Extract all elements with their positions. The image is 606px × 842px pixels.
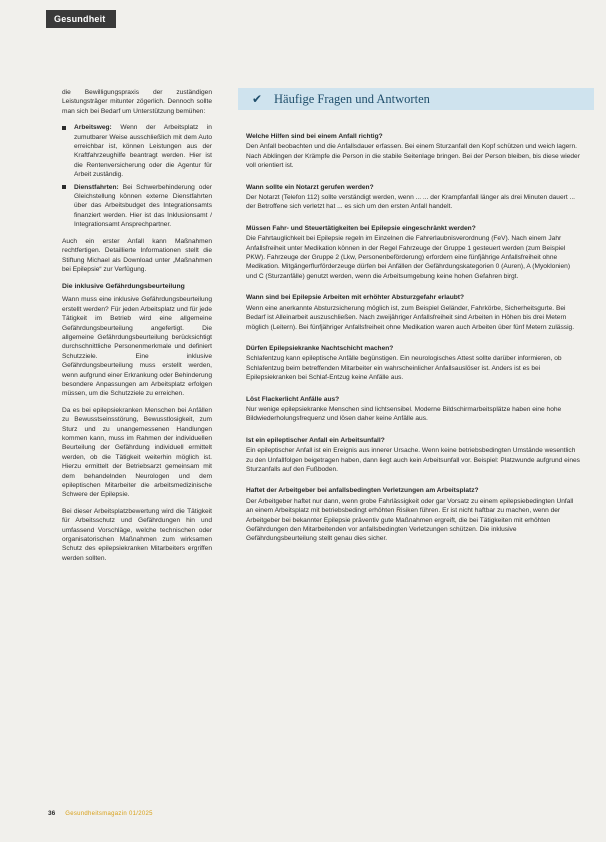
faq-question: Dürfen Epilepsiekranke Nachtschicht machen? bbox=[246, 344, 394, 352]
faq-answer: Die Fahrtauglichkeit bei Epilepsie regeln im Einzelnen die Fahrerlaubnisverordnung (FeV). Nach einem Jahr Anfallsfreiheit unter Medikation können in der Regel Fahrzeuge der Gruppe 1 gesteuert werden (zum Beispiel PKW). Fahrzeuge der Gruppe 2 (Lkw, Personenbeförderung) erfordern eine fünfjährige Anfallsfreiheit ohne Medikation. Mitgängerflurförderzeuge dürfen bei Anfällen der Gefährdungskategorien 0 (Auren), A (Myoklonien) und C (Sturzanfälle) genutzt werden, wenn die Arbeitsumgebung keine hohen Gefahren birgt. bbox=[246, 235, 571, 280]
paragraph-download: Auch ein erster Anfall kann Maßnahmen rechtfertigen. Detaillierte Informationen stellt die Stiftung Michael als Download unter „Maßnahmen bei Epilepsie“ zur Verfügung. bbox=[62, 237, 212, 273]
faq-answer: Wenn eine anerkannte Absturzsicherung möglich ist, zum Beispiel Geländer, Fahrkörbe, Sicherheitsgurte. Bei Bedarf ist Alleinarbeit auszuschließen. Nach zweijähriger Anfallsfreiheit sind Arbeiten in Höhen bis drei Metern möglich (Leitern). Bei fünfjähriger Anfallsfreiheit ohne Medikation waren auch Arbeiten über fünf Metern zulässig. bbox=[246, 304, 575, 331]
bullet-icon bbox=[62, 126, 66, 130]
faq-list bbox=[246, 132, 582, 556]
list-item bbox=[62, 183, 212, 230]
faq-question: Wann sind bei Epilepsie Arbeiten mit erhöhter Absturzgefahr erlaubt? bbox=[246, 294, 464, 302]
faq-question: Haftet der Arbeitgeber bei anfallsbedingten Verletzungen am Arbeitsplatz? bbox=[246, 487, 479, 495]
left-column bbox=[62, 88, 212, 570]
faq-item bbox=[246, 224, 582, 281]
intro-paragraph: die Bewilligungspraxis der zuständigen Leistungsträger mitunter zögerlich. Dennoch sollte man sich bei Bedarf um Unterstützung bemühen: bbox=[62, 89, 212, 115]
faq-question: Löst Flackerlicht Anfälle aus? bbox=[246, 395, 340, 403]
faq-item bbox=[246, 293, 582, 332]
bullet-icon bbox=[62, 185, 66, 189]
faq-item bbox=[246, 183, 582, 212]
faq-answer: Schlafentzug kann epileptische Anfälle begünstigen. Ein neurologisches Attest sollte darüber informieren, ob Schlafentzug beim betreffenden Mitarbeiter ein wahrscheinlicher Anfallsauslöser ist. Anders ist es bei Epilepsiekranken bei Schlaf-Entzug keine Anfälle aus. bbox=[246, 355, 562, 382]
faq-answer: Den Anfall beobachten und die Anfallsdauer erfassen. Bei einem Sturzanfall den Kopf schützen und weich lagern. Nach Abklingen der Krämpfe die Person in die stabile Seitenlage bringen. Bei der Person bleiben, bis diese wieder voll orientiert ist. bbox=[246, 143, 580, 170]
list-text: Bei Schwerbehinderung oder Gleichstellung können externe Dienstfahrten über das Arbeitsbudget des Integrationsamts finanziert werden. Hier ist das Inklusionsamt / Integrationsamt Ansprechpartner. bbox=[74, 183, 212, 229]
faq-question: Welche Hilfen sind bei einem Anfall richtig? bbox=[246, 133, 383, 140]
list-item bbox=[62, 123, 212, 179]
list-text: Wenn der Arbeitsplatz in zumutbarer Weise ausschließlich mit dem Auto erreichbar ist, können Leistungen aus der Kraftfahrzeughilfe beantragt werden. Hier ist die Rentenversicherung oder die Agentur für Arbeit zuständig. bbox=[74, 124, 212, 179]
faq-question: Müssen Fahr- und Steuertätigkeiten bei Epilepsie eingeschränkt werden? bbox=[246, 224, 476, 232]
page-number: 36 bbox=[48, 810, 56, 817]
faq-answer: Ein epileptischer Anfall ist ein Ereignis aus innerer Ursache. Wenn keine betriebsbedingten Umstände wesentlich zu den Unfallfolgen beigetragen haben, dann liegt auch kein Arbeitsunfall vor. Beispiel: Platzwunde aufgrund eines Sturzanfalls auf den Fußboden. bbox=[246, 447, 580, 473]
paragraph: Bei dieser Arbeitsplatzbewertung wird die Tätigkeit für Arbeitsschutz und Gefährdungen hin und umfassend Vorschläge, welche technischen oder organisatorischen Maßnahmen zum wirksamen Schutz des epilepsiekranken Mitarbeiters ergriffen werden sollten. bbox=[62, 507, 212, 562]
faq-answer: Der Arbeitgeber haftet nur dann, wenn grobe Fahrlässigkeit oder gar Vorsatz zu einem epilepsiebedingten Unfall an einem Arbeitsplatz mit betriebsbedingt erhöhten Risiken führen. Er ist nicht haftbar zu machen, wenn der Arbeitgeber bei bekannter Epilepsie präventiv gute Maßnahmen ergreift, die bei Tätigkeiten mit erhöhten Gefährdungen den Mitarbeitenden vor anfallsbedingten Verletzungen schützen. Die inklusive Gefährdungsbeurteilung stellt genau dies sicher. bbox=[246, 497, 574, 543]
faq-item bbox=[246, 344, 582, 383]
paragraph: Da es bei epilepsiekranken Menschen bei Anfällen zu Bewusstseinsstörung, Bewusstlosigkeit, zum Sturz und zu unangemessenen Handlungen kommen kann, muss im Rahmen der individuellen Beurteilung der Gefährdung individuell ermittelt werden, ob die Tätigkeit weiterhin möglich ist. Hierzu ermittelt der Betriebsarzt gemeinsam mit dem behandelnden Neurologen und dem epileptischen Mitarbeiter die arbeitsmedizinische Schwere der Epilepsie. bbox=[62, 406, 212, 499]
subheading: Die inklusive Gefährdungsbeurteilung bbox=[62, 283, 185, 291]
section-tab: Gesundheit bbox=[46, 10, 116, 28]
faq-header bbox=[238, 88, 594, 110]
faq-item bbox=[246, 395, 582, 424]
faq-answer: Nur wenige epilepsiekranke Menschen sind lichtsensibel. Moderne Bildschirmarbeitsplätze haben eine hohe Bildwiederholungsfrequenz und lösen daher keine Anfälle aus. bbox=[246, 405, 562, 423]
faq-item bbox=[246, 436, 582, 475]
list-term: Dienstfahrten: bbox=[74, 183, 119, 191]
checkmark-icon: ✔ bbox=[252, 92, 263, 106]
faq-question: Wann sollte ein Notarzt gerufen werden? bbox=[246, 183, 374, 191]
faq-item bbox=[246, 486, 582, 543]
list-term: Arbeitsweg: bbox=[74, 124, 112, 132]
support-list bbox=[62, 123, 212, 229]
faq-answer: Der Notarzt (Telefon 112) sollte verständigt werden, wenn ... ... der Krampfanfall länger als drei Minuten dauert ... der Betroffene sich verletzt hat ... es sich um den ersten Anfall handelt. bbox=[246, 194, 575, 211]
faq-item bbox=[246, 132, 582, 171]
faq-question: Ist ein epileptischer Anfall ein Arbeitsunfall? bbox=[246, 436, 385, 444]
paragraph: Wann muss eine inklusive Gefährdungsbeurteilung erstellt werden? Für jeden Arbeitsplatz und für jede Tätigkeit im Betrieb wird eine allgemeine Gefährdungsbeurteilung angefertigt. Die allgemeine Gefährdungsbeurteilung berücksichtigt durchschnittliche Personenmerkmale und definiert Schutzziele. Eine inklusive Gefährdungsbeurteilung muss erstellt werden, wenn aufgrund einer Erkrankung oder Behinderung besondere Anpassungen am Arbeitsplatz erfolgen müssen, um die Schutzziele zu erreichen. bbox=[62, 296, 212, 398]
publication-name: Gesundheitsmagazin 01/2025 bbox=[65, 810, 153, 817]
page-footer bbox=[48, 810, 153, 817]
faq-title: Häufige Fragen und Antworten bbox=[274, 91, 430, 106]
